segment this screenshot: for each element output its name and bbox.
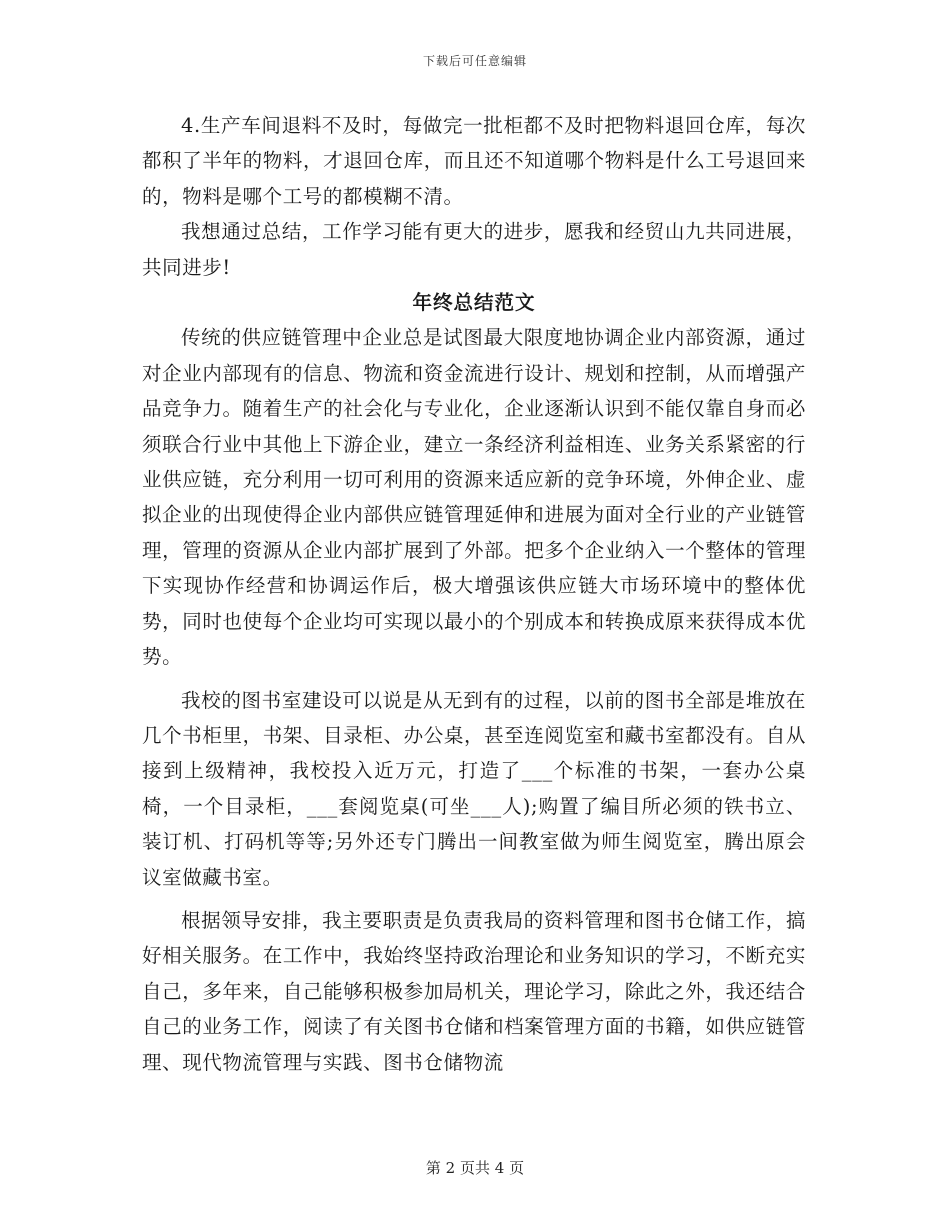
- paragraph-supply-chain: 传统的供应链管理中企业总是试图最大限度地协调企业内部资源，通过对企业内部现有的信息、物流和资金流进行设计、规划和控制，从而增强产品竞争力。随着生产的社会化与专业化，企业逐渐认识到不能仅靠自身而必须联合行业中其他上下游企业，建立一条经济利益相连、业务关系紧密的行业供应链，充分利用一切可利用的资源来适应新的竞争环境，外伸企业、虚拟企业的出现使得企业内部供应链管理延伸和进展为面对全行业的产业链管理，管理的资源从企业内部扩展到了外部。把多个企业纳入一个整体的管理下实现协作经营和协调运作后，极大增强该供应链大市场环境中的整体优势，同时也使每个企业均可实现以最小的个别成本和转换成原来获得成本优势。: [142, 326, 806, 669]
- paragraph-workshop-return: 4.生产车间退料不及时，每做完一批柜都不及时把物料退回仓库，每次都积了半年的物料，才退回仓库，而且还不知道哪个物料是什么工号退回来的，物料是哪个工号的都模糊不清。: [142, 114, 806, 208]
- paragraph-closing-wish: 我想通过总结，工作学习能有更大的进步，愿我和经贸山九共同进展，共同进步!: [142, 220, 806, 279]
- page-footer-number: 第 2 页共 4 页: [425, 1159, 525, 1177]
- page-header-note: 下载后可任意编辑: [422, 54, 527, 68]
- paragraph-library: 我校的图书室建设可以说是从无到有的过程，以前的图书全部是堆放在几个书柜里，书架、目录柜、办公桌，甚至连阅览室和藏书室都没有。自从接到上级精神，我校投入近万元，打造了___个标准的书架，一套办公桌椅，一个目录柜，___套阅览桌(可坐___人);购置了编目所必须的铁书立、装订机、打码机等等;另外还专门腾出一间教室做为师生阅览室，腾出原会议室做藏书室。: [142, 688, 806, 889]
- section-title: 年终总结范文: [412, 291, 536, 315]
- paragraph-duties: 根据领导安排，我主要职责是负责我局的资料管理和图书仓储工作，搞好相关服务。在工作中，我始终坚持政治理论和业务知识的学习，不断充实自己，多年来，自己能够积极参加局机关，理论学习，除此之外，我还结合自己的业务工作，阅读了有关图书仓储和档案管理方面的书籍，如供应链管理、现代物流管理与实践、图书仓储物流: [142, 908, 806, 1074]
- document-body: [142, 108, 806, 1080]
